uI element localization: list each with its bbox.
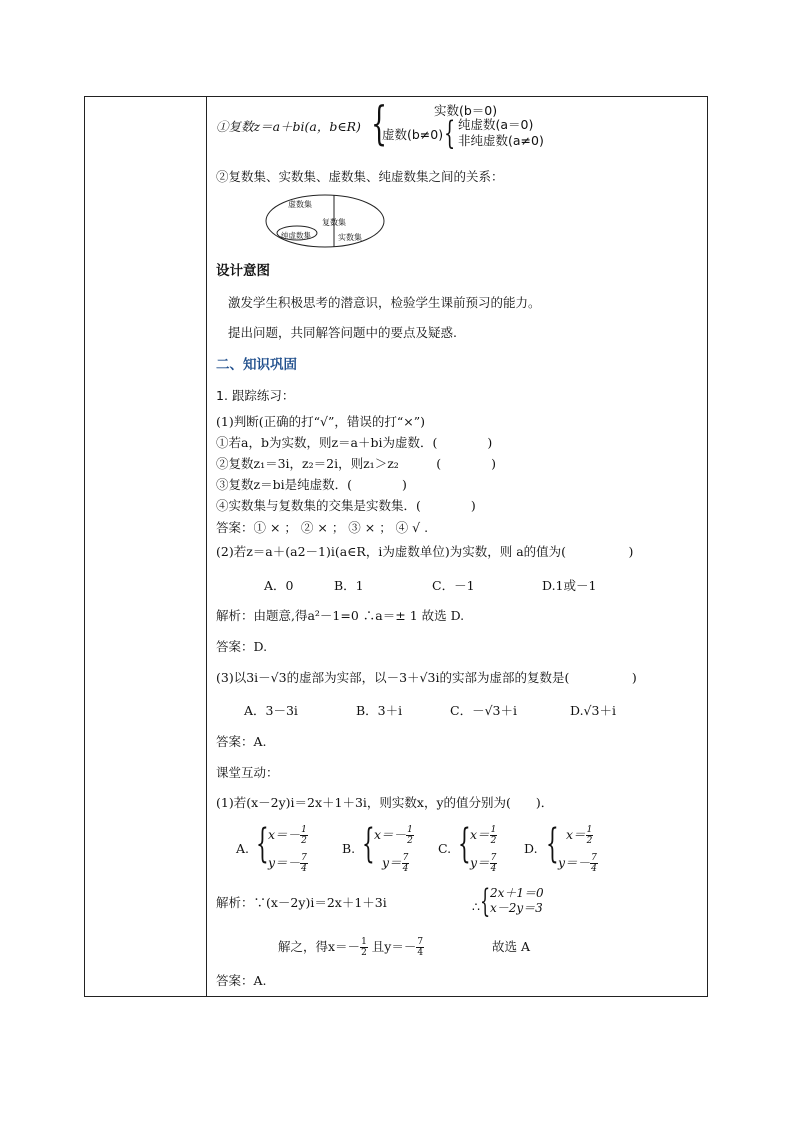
q3-answer: 答案：A. [216,734,267,749]
system-equation-1: 2x＋1＝0 [490,886,544,900]
q4-solution-line-2: 解之，得x＝－ $\frac{1}{2}$ 且y＝－ $\frac{7}{4}$ [278,937,424,958]
imaginary-set-label: 虚数集 [288,200,312,209]
q4-solution-line-1: 解析：∵(x－2y)i＝2x＋1＋3i [216,895,387,910]
q4-y-fraction: $\frac{7}{4}$ [490,853,497,874]
column-divider [206,97,207,996]
q2-option-c: C．－1 [432,578,475,593]
q4-y-fraction: $\frac{7}{4}$ [591,853,597,874]
q4-y-expr: y＝－ [558,855,591,870]
system-brace: { [480,882,491,920]
q3-option-c: C．－√3＋i [450,703,517,718]
q4-x-fraction: $\frac{1}{2}$ [586,825,593,846]
pure-imaginary-label: 纯虚数(a＝0) [458,117,534,132]
q4-x-fraction: $\frac{1}{2}$ [407,825,413,846]
q2-option-b: B．1 [334,578,364,593]
q2-solution: 解析：由题意,得a²－1=0 ∴a＝± 1 故选 D. [216,608,465,623]
pure-imaginary-set-label: 纯虚数集 [281,231,311,240]
q4-x-expr: x＝ [470,827,490,842]
judge-answer: 答案：① × ； ② × ； ③ × ； ④ √ . [216,520,429,535]
question-2: (2)若z＝a＋(a2－1)i(a∈R，i为虚数单位)为实数，则 a的值为( ) [216,544,634,559]
q4-brace: { [256,821,269,867]
complex-set-label: 复数集 [322,218,346,227]
judge-question-1: ①若a，b为实数，则z＝a＋bi为虚数．( ) [216,435,493,450]
design-intent-heading: 设计意图 [216,263,270,279]
question-4: (1)若(x－2y)i＝2x＋1＋3i，则实数x，y的值分别为( )． [216,795,554,810]
q4-choice: 故选 A [492,939,531,954]
follow-up-practice-label: 1. 跟踪练习： [216,388,295,403]
table-frame [84,96,708,997]
q4-x-fraction: $\frac{1}{2}$ [490,825,497,846]
q4-option-label: B. [342,841,356,856]
q4-x-fraction: $\frac{1}{2}$ [301,825,307,846]
x-value-fraction: $\frac{1}{2}$ [361,937,367,958]
classroom-interaction-label: 课堂互动： [216,765,279,780]
q4-x-expr: x＝－ [374,827,407,842]
q4-option-label: A. [236,841,250,856]
outer-brace: { [371,96,388,150]
design-paragraph-2: 提出问题，共同解答问题中的要点及疑惑. [228,325,457,340]
non-pure-imaginary-label: 非纯虚数(a≠0) [458,133,544,148]
q3-option-b: B．3＋i [356,703,403,718]
q2-option-d: D.1或－1 [542,578,597,593]
imaginary-number-label: 虚数(b≠0) [382,127,444,142]
q4-brace: { [458,821,471,867]
q2-answer: 答案：D. [216,639,268,654]
real-set-label: 实数集 [338,233,362,242]
q4-brace: { [362,821,375,867]
y-value-fraction: $\frac{7}{4}$ [417,937,424,958]
real-number-label: 实数(b＝0) [434,103,498,118]
judge-question-2: ②复数z₁＝3i，z₂＝2i，则z₁＞z₂ ( ) [216,456,497,471]
q4-x-expr: x＝－ [268,827,301,842]
judge-question-intro: (1)判断(正确的打“√”，错误的打“×”) [216,414,425,429]
q4-x-expr: x＝ [566,827,586,842]
question-3: (3)以3i－√3的虚部为实部，以－3＋√3i的实部为虚部的复数是( ) [216,670,637,685]
q4-option-label: D. [524,841,538,856]
q4-answer: 答案：A. [216,973,267,988]
inner-brace: { [444,114,456,152]
q4-y-expr: y＝－ [268,855,301,870]
set-relation-text: ②复数集、实数集、虚数集、纯虚数集之间的关系： [216,169,504,184]
therefore-symbol: ∴ [472,899,480,914]
complex-number-definition: ①复数z＝a＋bi(a，b∈R) [216,119,361,134]
q4-y-fraction: $\frac{7}{4}$ [301,853,307,874]
q4-option-label: C. [438,841,452,856]
q4-y-expr: y＝ [382,855,402,870]
design-paragraph-1: 激发学生积极思考的潜意识，检验学生课前预习的能力。 [228,295,541,310]
q3-option-a: A．3－3i [244,703,298,718]
system-equation-2: x－2y＝3 [490,901,543,915]
content-cell [216,97,699,996]
judge-question-3: ③复数z＝bi是纯虚数．( ) [216,477,407,492]
q4-y-expr: y＝ [470,855,490,870]
knowledge-consolidation-heading: 二、知识巩固 [216,357,297,373]
q4-brace: { [546,821,559,867]
q2-option-a: A．0 [264,578,294,593]
q3-option-d: D.√3＋i [570,703,616,718]
judge-question-4: ④实数集与复数集的交集是实数集．( ) [216,498,476,513]
q4-y-fraction: $\frac{7}{4}$ [402,853,409,874]
